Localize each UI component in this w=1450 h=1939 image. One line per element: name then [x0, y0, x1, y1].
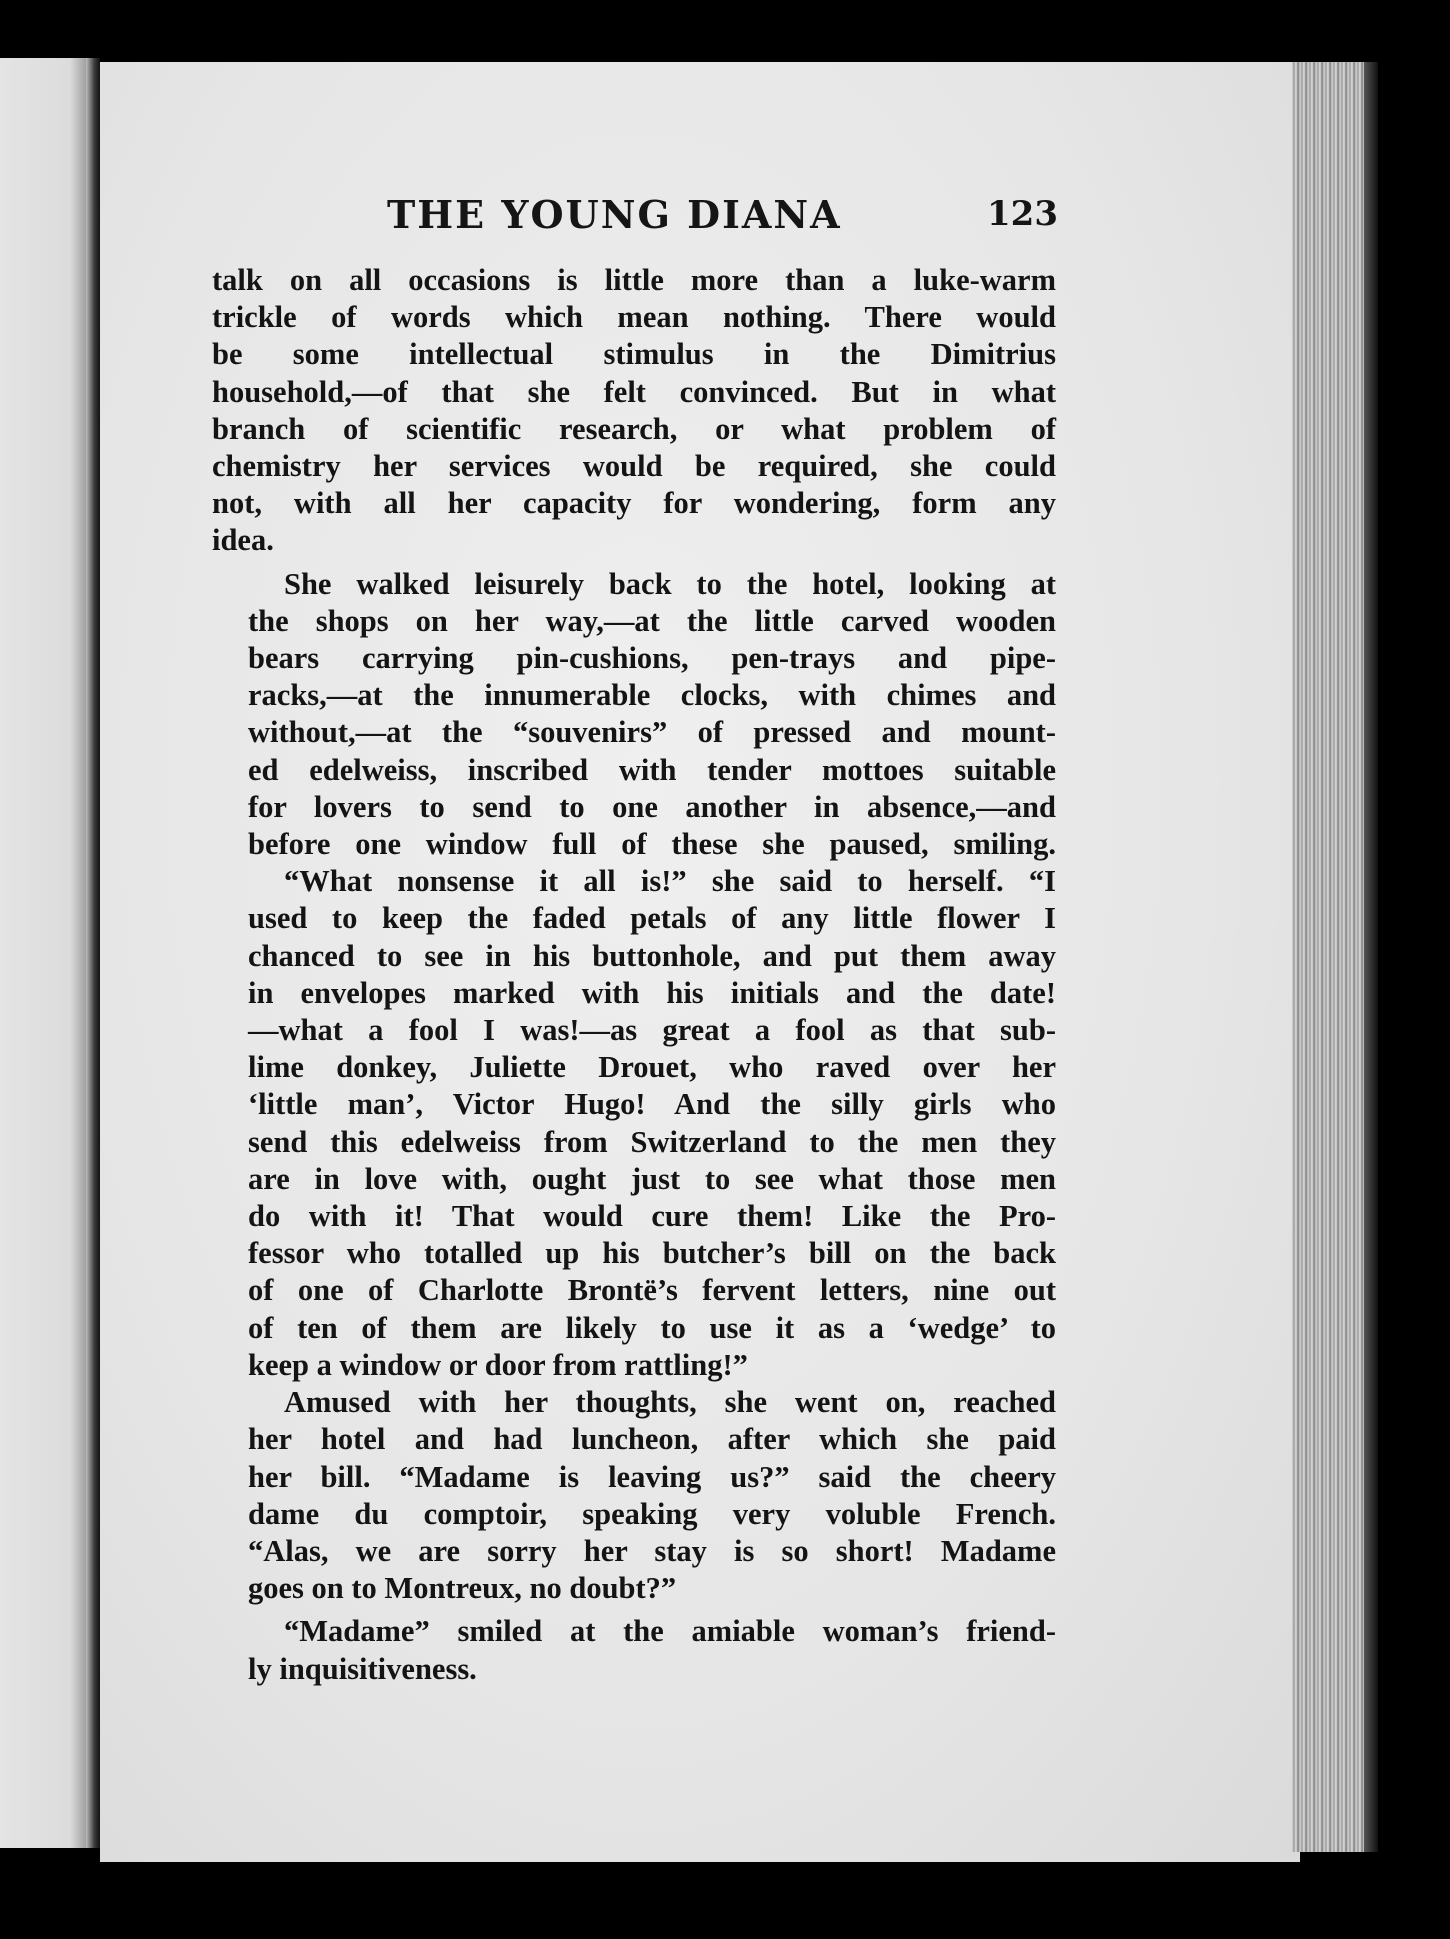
running-title: THE YOUNG DIANA: [387, 192, 842, 237]
text-line: bears carrying pin-cushions, pen-trays and pipe-: [248, 641, 1056, 676]
text-line: —what a fool I was!—as great a fool as that sub-: [248, 1013, 1056, 1048]
text-line: “Madame” smiled at the amiable woman’s friend-: [284, 1614, 1056, 1649]
paragraph: [212, 262, 1056, 560]
text-line: chemistry her services would be required, she could: [212, 449, 1056, 484]
text-line: are in love with, ought just to see what those men: [248, 1161, 1056, 1196]
text-line: trickle of words which mean nothing. There would: [212, 300, 1056, 335]
text-line: her hotel and had luncheon, after which she paid: [248, 1422, 1056, 1457]
body-text: [212, 262, 1056, 1688]
paragraph: [212, 566, 1056, 864]
text-line: goes on to Montreux, no doubt?”: [248, 1571, 677, 1606]
text-line: not, with all her capacity for wondering, form any: [212, 486, 1056, 521]
text-line: Amused with her thoughts, she went on, reached: [284, 1385, 1056, 1420]
text-line: be some intellectual stimulus in the Dimitrius: [212, 337, 1056, 372]
text-line: household,—of that she felt convinced. But in what: [212, 374, 1056, 409]
page-number: 123: [987, 194, 1058, 234]
text-line: chanced to see in his buttonhole, and put them away: [248, 938, 1056, 973]
text-line: “What nonsense it all is!” she said to herself. “I: [284, 864, 1056, 899]
text-line: the shops on her way,—at the little carved wooden: [248, 603, 1056, 638]
text-line: branch of scientific research, or what problem of: [212, 411, 1056, 446]
text-line: without,—at the “souvenirs” of pressed and mount-: [248, 715, 1056, 750]
paragraph: [212, 863, 1056, 1384]
paragraph: [212, 1384, 1056, 1607]
text-line: dame du comptoir, speaking very voluble French.: [248, 1496, 1056, 1531]
text-line: ly inquisitiveness.: [248, 1651, 477, 1686]
text-line: ed edelweiss, inscribed with tender mottoes suitable: [248, 752, 1056, 787]
text-line: used to keep the faded petals of any little flower I: [248, 901, 1056, 936]
text-line: idea.: [212, 523, 274, 558]
page-block-edges: [1292, 62, 1364, 1852]
text-line: lime donkey, Juliette Drouet, who raved over her: [248, 1050, 1056, 1085]
text-line: for lovers to send to one another in absence,—and: [248, 789, 1056, 824]
gutter-shadow: [86, 58, 100, 1848]
paragraph: [212, 1613, 1056, 1687]
text-line: of one of Charlotte Brontë’s fervent letters, nine out: [248, 1273, 1056, 1308]
text-line: talk on all occasions is little more than a luke-warm: [212, 263, 1056, 297]
text-line: do with it! That would cure them! Like the Pro-: [248, 1199, 1056, 1234]
text-line: send this edelweiss from Switzerland to the men they: [248, 1124, 1056, 1159]
text-line: She walked leisurely back to the hotel, looking at: [284, 566, 1056, 601]
text-line: in envelopes marked with his initials and the date!: [248, 975, 1056, 1010]
text-line: ‘little man’, Victor Hugo! And the silly girls who: [248, 1087, 1056, 1122]
facing-page-edge: [0, 58, 100, 1848]
text-line: of ten of them are likely to use it as a ‘wedge’ to: [248, 1310, 1056, 1345]
text-line: her bill. “Madame is leaving us?” said the cheery: [248, 1459, 1056, 1494]
text-line: “Alas, we are sorry her stay is so short! Madame: [248, 1533, 1056, 1568]
running-header: [215, 192, 1058, 240]
text-line: racks,—at the innumerable clocks, with chimes and: [248, 678, 1056, 713]
book-cover-edge: [1364, 62, 1378, 1852]
text-line: keep a window or door from rattling!”: [248, 1347, 748, 1382]
text-line: before one window full of these she paused, smiling.: [248, 827, 1056, 862]
text-line: fessor who totalled up his butcher’s bill on the back: [248, 1236, 1056, 1271]
